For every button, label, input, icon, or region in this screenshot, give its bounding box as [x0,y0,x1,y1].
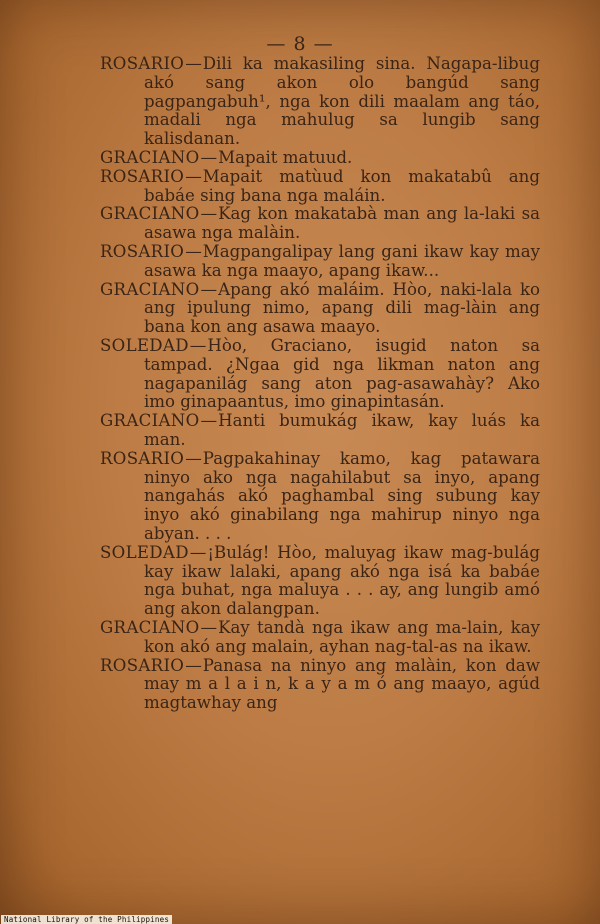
speech-rosario: ROSARIO—Magpangalipay lang gani ikaw kay may asawa ka nga maayo, apang ikaw... [100,241,540,280]
speaker-name: GRACIANO [100,617,200,637]
dialogue-text [100,55,540,713]
speech-text: Hanti bumukág ikaw, kay luás ka man. [144,411,540,449]
speech-text: Hòo, Graciano, isugid naton sa tampad. ¿Ngaa gid nga likman naton ang nagapanilág sang aton pag-asawahày? Ako imo ginapaantus, imo ginapintasán. [144,335,540,412]
speech-rosario: ROSARIO—Dili ka makasiling sina. Nagapa-libug akó sang akon olo bangúd sang pagpangabuh¹, nga kon dili maalam ang táo, madali nga mahulug sa lungib sang kalisdanan. [100,54,540,149]
speaker-name: GRACIANO [100,411,200,431]
speech-soledad: SOLEDAD—¡Bulág! Hòo, maluyag ikaw mag-bulág kay ikaw lalaki, apang akó nga isá ka babáe nga buhat, nga maluya . . . ay, ang lungib amó ang akon dalangpan. [100,542,540,619]
speaker-name: SOLEDAD [100,542,189,562]
page-number: — 8 — [266,33,334,55]
speaker-name: ROSARIO [100,166,185,186]
speech-text: Magpangalipay lang gani ikaw kay may asawa ka nga maayo, apang ikaw... [144,241,540,280]
speech-text: Mapait matùud kon makatabû ang babáe sing bana nga maláin. [144,166,540,205]
speech-graciano: GRACIANO—Apang akó maláim. Hòo, naki-lala ko ang ipulung nimo, apang dili mag-làin ang bana kon ang asawa maayo. [100,279,540,337]
speaker-name: ROSARIO [100,241,185,261]
speech-text: ¡Bulág! Hòo, maluyag ikaw mag-bulág kay ikaw lalaki, apang akó nga isá ka babáe nga buhat, nga maluya . . . ay, ang lungib amó ang akon dalangpan. [144,542,540,619]
speech-text: Apang akó maláim. Hòo, naki-lala ko ang ipulung nimo, apang dili mag-làin ang bana kon ang asawa maayo. [144,279,540,337]
speech-graciano: GRACIANO—Kay tandà nga ikaw ang ma-lain, kay kon akó ang malain, ayhan nag-tal-as na ikaw. [100,617,540,656]
speech-soledad: SOLEDAD—Hòo, Graciano, isugid naton sa tampad. ¿Ngaa gid nga likman naton ang nagapanilág sang aton pag-asawahày? Ako imo ginapaantus, imo ginapintasán. [100,335,540,412]
speech-rosario: ROSARIO—Panasa na ninyo ang malàin, kon daw may m a l a i n, k a y a m ó ang maayo, agúd magtawhay ang [100,655,540,713]
speech-text: Pagpakahinay kamo, kag patawara ninyo ako nga nagahilabut sa inyo, apang nangahás akó paghambal sing subung kay inyo akó ginabilang nga mahirup ninyo nga abyan. . . . [144,448,540,543]
speech-text: Panasa na ninyo ang malàin, kon daw may m a l a i n, k a y a m ó ang maayo, agúd magtawhay ang [144,655,540,713]
speech-text: Dili ka makasiling sina. Nagapa-libug akó sang akon olo bangúd sang pagpangabuh¹, nga kon dili maalam ang táo, madali nga mahulug sa lungib sang kalisdanan. [144,54,540,149]
speaker-name: GRACIANO [100,204,200,224]
speech-rosario: ROSARIO—Mapait matùud kon makatabû ang babáe sing bana nga maláin. [100,166,540,205]
speaker-name: GRACIANO [100,279,200,299]
speaker-name: ROSARIO [100,655,185,675]
speech-text: Kay tandà nga ikaw ang ma-lain, kay kon akó ang malain, ayhan nag-tal-as na ikaw. [144,617,540,656]
speech-text: Mapait matuud. [218,147,353,167]
speaker-name: ROSARIO [100,448,185,468]
speaker-name: ROSARIO [100,54,185,73]
speaker-name: SOLEDAD [100,335,189,355]
speech-rosario: ROSARIO—Pagpakahinay kamo, kag patawara ninyo ako nga nagahilabut sa inyo, apang nangahás akó paghambal sing subung kay inyo akó ginabilang nga mahirup ninyo nga abyan. . . . [100,448,540,543]
library-credit: National Library of the Philippines [1,915,172,924]
speech-graciano: GRACIANO—Mapait matuud. [100,147,353,167]
speaker-name: GRACIANO [100,147,200,167]
speech-text: Kag kon makatabà man ang la-laki sa asawa nga malàin. [144,204,540,243]
speech-graciano: GRACIANO—Kag kon makatabà man ang la-laki sa asawa nga malàin. [100,204,540,243]
speech-graciano: GRACIANO—Hanti bumukág ikaw, kay luás ka man. [100,411,540,449]
